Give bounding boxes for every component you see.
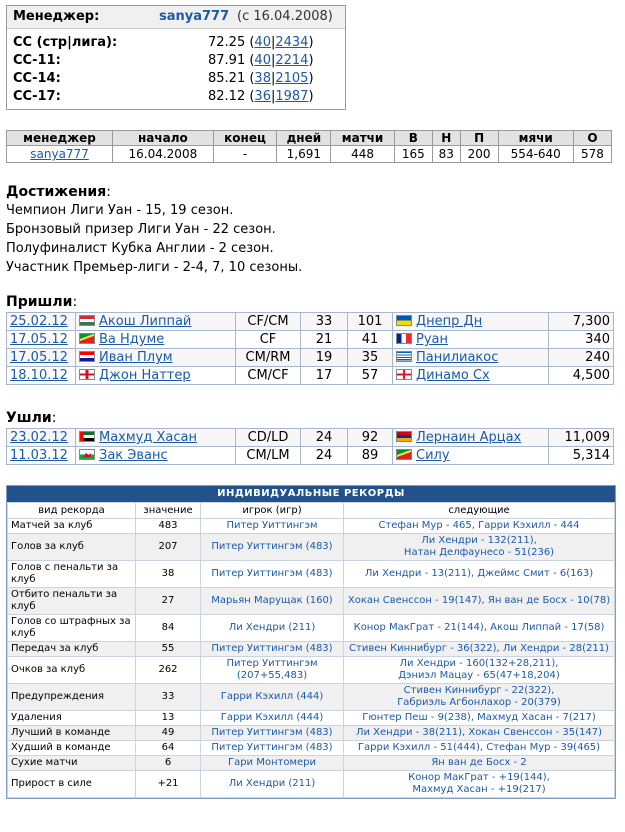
- transfer-club: [393, 429, 549, 447]
- transfer-position: CM/CF: [236, 367, 301, 385]
- summary-cell: 448: [331, 146, 394, 163]
- player-name-link[interactable]: Зак Эванс: [99, 448, 168, 463]
- transfer-fee: 5,314: [549, 447, 614, 465]
- achievements-title: Достижения:: [6, 184, 111, 200]
- summary-header-cell: начало: [113, 131, 214, 146]
- club-name-link[interactable]: Силу: [416, 448, 450, 463]
- record-player-link[interactable]: Питер Уиттингэм (483): [201, 726, 344, 741]
- record-row: [8, 684, 615, 711]
- record-next[interactable]: Стивен Киннибург - 22(322), Габриэль Агбонлахор - 20(379): [344, 684, 615, 711]
- transfer-power: 41: [348, 331, 393, 349]
- record-kind: Лучший в команде: [8, 726, 136, 741]
- summary-header-cell: конец: [213, 131, 277, 146]
- left-title: Ушли:: [6, 410, 57, 426]
- strength-row: [13, 70, 339, 88]
- summary-cell: 16.04.2008: [113, 146, 214, 163]
- record-kind: Прирост в силе: [8, 771, 136, 798]
- transfer-club: [393, 447, 549, 465]
- flag-ukraine-icon: [396, 315, 412, 326]
- transfer-player: [76, 367, 236, 385]
- achievements-list: [6, 201, 302, 277]
- summary-header-cell: Н: [432, 131, 460, 146]
- record-player-link[interactable]: Питер Уиттингэм: [201, 519, 344, 534]
- summary-header-cell: дней: [277, 131, 331, 146]
- rank-link[interactable]: 36: [254, 89, 271, 104]
- record-value: 38: [136, 561, 201, 588]
- record-player-link[interactable]: Гари Монтомери: [201, 756, 344, 771]
- flag-hungary-icon: [79, 315, 95, 326]
- arrived-title: Пришли:: [6, 294, 78, 310]
- summary-header-cell: менеджер: [7, 131, 113, 146]
- rank-link[interactable]: 2105: [275, 71, 309, 86]
- record-row: [8, 561, 615, 588]
- transfer-position: CM/LM: [236, 447, 301, 465]
- transfer-power: 57: [348, 367, 393, 385]
- transfer-date-link[interactable]: 11.03.12: [7, 447, 76, 465]
- record-row: [8, 771, 615, 798]
- manager-box: [6, 5, 346, 110]
- club-name-link[interactable]: Панилиакос: [416, 350, 499, 365]
- record-next[interactable]: Хокан Свенссон - 19(147), Ян ван де Босх - 10(78): [344, 588, 615, 615]
- flag-wales-icon: [79, 449, 95, 460]
- record-kind: Худший в команде: [8, 741, 136, 756]
- club-name-link[interactable]: Лернаин Арцах: [416, 430, 522, 445]
- record-row: [8, 741, 615, 756]
- records-title: ИНДИВИДУАЛЬНЫЕ РЕКОРДЫ: [7, 486, 615, 502]
- strength-value: 82.12 (36|1987): [208, 89, 314, 104]
- record-player-link[interactable]: Ли Хендри (211): [201, 771, 344, 798]
- record-next[interactable]: Гарри Кэхилл - 51(444), Стефан Мур - 39(465): [344, 741, 615, 756]
- flag-congo-icon: [79, 333, 95, 344]
- transfer-date-link[interactable]: 18.10.12: [7, 367, 76, 385]
- record-kind: Матчей за клуб: [8, 519, 136, 534]
- record-value: 27: [136, 588, 201, 615]
- summary-cell: 165: [394, 146, 432, 163]
- transfer-date-link[interactable]: 17.05.12: [7, 331, 76, 349]
- player-name-link[interactable]: Акош Липпай: [99, 314, 192, 329]
- record-row: [8, 534, 615, 561]
- summary-cell: -: [213, 146, 277, 163]
- transfer-power: 92: [348, 429, 393, 447]
- flag-armenia-icon: [396, 431, 412, 442]
- strength-row: [13, 34, 339, 52]
- transfer-player: [76, 313, 236, 331]
- records-header-cell: вид рекорда: [8, 503, 136, 519]
- summary-header-cell: О: [573, 131, 611, 146]
- summary-cell: 200: [460, 146, 498, 163]
- record-player-link[interactable]: Ли Хендри (211): [201, 615, 344, 642]
- record-row: [8, 642, 615, 657]
- transfer-club: [393, 349, 549, 367]
- record-value: 55: [136, 642, 201, 657]
- records-header-cell: игрок (игр): [201, 503, 344, 519]
- record-value: 13: [136, 711, 201, 726]
- transfer-position: CF: [236, 331, 301, 349]
- manager-name-link[interactable]: sanya777: [159, 9, 230, 24]
- left-transfers-table: [6, 428, 614, 465]
- record-next[interactable]: Ли Хендри - 132(211), Натан Делфаунесо - 51(236): [344, 534, 615, 561]
- records-header-cell: значение: [136, 503, 201, 519]
- transfer-age: 17: [301, 367, 348, 385]
- arrived-row: [7, 367, 614, 385]
- transfer-age: 33: [301, 313, 348, 331]
- arrived-transfers-table: [6, 312, 614, 385]
- record-next[interactable]: Стивен Киннибург - 36(322), Ли Хендри - 28(211): [344, 642, 615, 657]
- summary-cell: 1,691: [277, 146, 331, 163]
- record-kind: Отбито пенальти за клуб: [8, 588, 136, 615]
- record-next[interactable]: Стефан Мур - 465, Гарри Кэхилл - 444: [344, 519, 615, 534]
- record-next[interactable]: Гюнтер Пеш - 9(238), Махмуд Хасан - 7(217): [344, 711, 615, 726]
- achievement-item: Полуфиналист Кубка Англии - 2 сезон.: [6, 241, 274, 256]
- strength-label: СС-17:: [13, 89, 61, 104]
- summary-header-cell: В: [394, 131, 432, 146]
- achievement-item: Чемпион Лиги Уан - 15, 19 сезон.: [6, 203, 234, 218]
- record-next[interactable]: Ян ван де Босх - 2: [344, 756, 615, 771]
- transfer-power: 101: [348, 313, 393, 331]
- rank-link[interactable]: 38: [254, 71, 271, 86]
- record-kind: Передач за клуб: [8, 642, 136, 657]
- manager-label: Менеджер:: [13, 9, 100, 24]
- record-player-link[interactable]: Питер Уиттингэм (483): [201, 561, 344, 588]
- record-kind: Сухие матчи: [8, 756, 136, 771]
- player-name-link[interactable]: Ва Ндуме: [99, 332, 165, 347]
- rank-link[interactable]: 40: [254, 53, 271, 68]
- strength-value: 72.25 (40|2434): [208, 35, 314, 50]
- summary-header-cell: матчи: [331, 131, 394, 146]
- record-player-link[interactable]: Марьян Марущак (160): [201, 588, 344, 615]
- record-value: 49: [136, 726, 201, 741]
- record-kind: Очков за клуб: [8, 657, 136, 684]
- summary-row: [7, 146, 612, 163]
- record-value: 6: [136, 756, 201, 771]
- record-row: [8, 726, 615, 741]
- transfer-position: CM/RM: [236, 349, 301, 367]
- summary-cell: 578: [573, 146, 611, 163]
- record-row: [8, 615, 615, 642]
- transfer-club: [393, 313, 549, 331]
- record-next[interactable]: Конор МакГрат - 21(144), Акош Липпай - 17(58): [344, 615, 615, 642]
- manager-header: [7, 6, 345, 29]
- arrived-row: [7, 331, 614, 349]
- flag-greece-icon: [396, 351, 412, 362]
- record-player-link[interactable]: Питер Уиттингэм (483): [201, 534, 344, 561]
- flag-england-icon: [79, 369, 95, 380]
- record-next[interactable]: Конор МакГрат - +19(144), Махмуд Хасан - +19(217): [344, 771, 615, 798]
- transfer-position: CF/CM: [236, 313, 301, 331]
- arrived-row: [7, 313, 614, 331]
- strength-label: СС-14:: [13, 71, 61, 86]
- flag-congo-icon: [396, 449, 412, 460]
- record-player-link[interactable]: Питер Уиттингэм (207+55,483): [201, 657, 344, 684]
- transfer-power: 35: [348, 349, 393, 367]
- strength-label: СС-11:: [13, 53, 61, 68]
- record-row: [8, 756, 615, 771]
- rank-link[interactable]: 40: [254, 35, 271, 50]
- flag-croatia-icon: [79, 351, 95, 362]
- transfer-age: 24: [301, 447, 348, 465]
- record-value: 207: [136, 534, 201, 561]
- club-name-link[interactable]: Динамо Сх: [416, 368, 490, 383]
- transfer-date-link[interactable]: 17.05.12: [7, 349, 76, 367]
- records-header-cell: следующие: [344, 503, 615, 519]
- record-player-link[interactable]: Гарри Кэхилл (444): [201, 711, 344, 726]
- record-next[interactable]: Ли Хендри - 13(211), Джеймс Смит - 6(163): [344, 561, 615, 588]
- transfer-date-link[interactable]: 23.02.12: [7, 429, 76, 447]
- transfer-age: 21: [301, 331, 348, 349]
- transfer-fee: 7,300: [549, 313, 614, 331]
- transfer-player: [76, 331, 236, 349]
- transfer-fee: 4,500: [549, 367, 614, 385]
- record-player-link[interactable]: Гарри Кэхилл (444): [201, 684, 344, 711]
- flag-uae-icon: [79, 431, 95, 442]
- player-name-link[interactable]: Махмуд Хасан: [99, 430, 197, 445]
- strength-row: [13, 88, 339, 106]
- records-header-row: [8, 503, 615, 519]
- summary-header-cell: мячи: [498, 131, 573, 146]
- record-kind: Голов со штрафных за клуб: [8, 615, 136, 642]
- record-value: 483: [136, 519, 201, 534]
- summary-manager-link[interactable]: sanya777: [7, 146, 113, 163]
- transfer-fee: 11,009: [549, 429, 614, 447]
- rank-link[interactable]: 2434: [275, 35, 309, 50]
- summary-cell: 83: [432, 146, 460, 163]
- record-value: 64: [136, 741, 201, 756]
- record-row: [8, 588, 615, 615]
- transfer-fee: 340: [549, 331, 614, 349]
- record-kind: Голов за клуб: [8, 534, 136, 561]
- achievement-item: Участник Премьер-лиги - 2-4, 7, 10 сезоны.: [6, 260, 303, 275]
- club-name-link[interactable]: Руан: [416, 332, 448, 347]
- transfer-age: 24: [301, 429, 348, 447]
- summary-cell: 554-640: [498, 146, 573, 163]
- player-name-link[interactable]: Иван Плум: [99, 350, 173, 365]
- record-value: 33: [136, 684, 201, 711]
- summary-header-row: [7, 131, 612, 146]
- transfer-fee: 240: [549, 349, 614, 367]
- flag-georgia-icon: [396, 369, 412, 380]
- strength-row: [13, 52, 339, 70]
- rank-link[interactable]: 2214: [275, 53, 309, 68]
- player-name-link[interactable]: Джон Наттер: [99, 368, 191, 383]
- record-row: [8, 657, 615, 684]
- record-player-link[interactable]: Питер Уиттингэм (483): [201, 741, 344, 756]
- transfer-player: [76, 429, 236, 447]
- transfer-player: [76, 447, 236, 465]
- transfer-position: CD/LD: [236, 429, 301, 447]
- record-next[interactable]: Ли Хендри - 160(132+28,211), Дэниэл Мацау - 65(47+18,204): [344, 657, 615, 684]
- strength-label: СС (стр|лига):: [13, 35, 118, 50]
- summary-header-cell: П: [460, 131, 498, 146]
- record-kind: Удаления: [8, 711, 136, 726]
- transfer-club: [393, 367, 549, 385]
- club-name-link[interactable]: Днепр Дн: [416, 314, 483, 329]
- left-row: [7, 429, 614, 447]
- strength-value: 87.91 (40|2214): [208, 53, 314, 68]
- manager-since: (с 16.04.2008): [237, 9, 333, 24]
- transfer-club: [393, 331, 549, 349]
- transfer-player: [76, 349, 236, 367]
- strength-value: 85.21 (38|2105): [208, 71, 314, 86]
- record-next[interactable]: Ли Хендри - 38(211), Хокан Свенссон - 35(147): [344, 726, 615, 741]
- record-player-link[interactable]: Питер Уиттингэм (483): [201, 642, 344, 657]
- record-value: +21: [136, 771, 201, 798]
- records-table: [7, 502, 615, 798]
- transfer-date-link[interactable]: 25.02.12: [7, 313, 76, 331]
- transfer-power: 89: [348, 447, 393, 465]
- rank-link[interactable]: 1987: [275, 89, 309, 104]
- flag-france-icon: [396, 333, 412, 344]
- record-kind: Предупреждения: [8, 684, 136, 711]
- transfer-age: 19: [301, 349, 348, 367]
- record-kind: Голов с пенальти за клуб: [8, 561, 136, 588]
- arrived-row: [7, 349, 614, 367]
- record-row: [8, 519, 615, 534]
- left-row: [7, 447, 614, 465]
- manager-summary-table: [6, 130, 612, 163]
- record-value: 262: [136, 657, 201, 684]
- record-row: [8, 711, 615, 726]
- records-panel: [6, 485, 616, 799]
- achievement-item: Бронзовый призер Лиги Уан - 22 сезон.: [6, 222, 276, 237]
- record-value: 84: [136, 615, 201, 642]
